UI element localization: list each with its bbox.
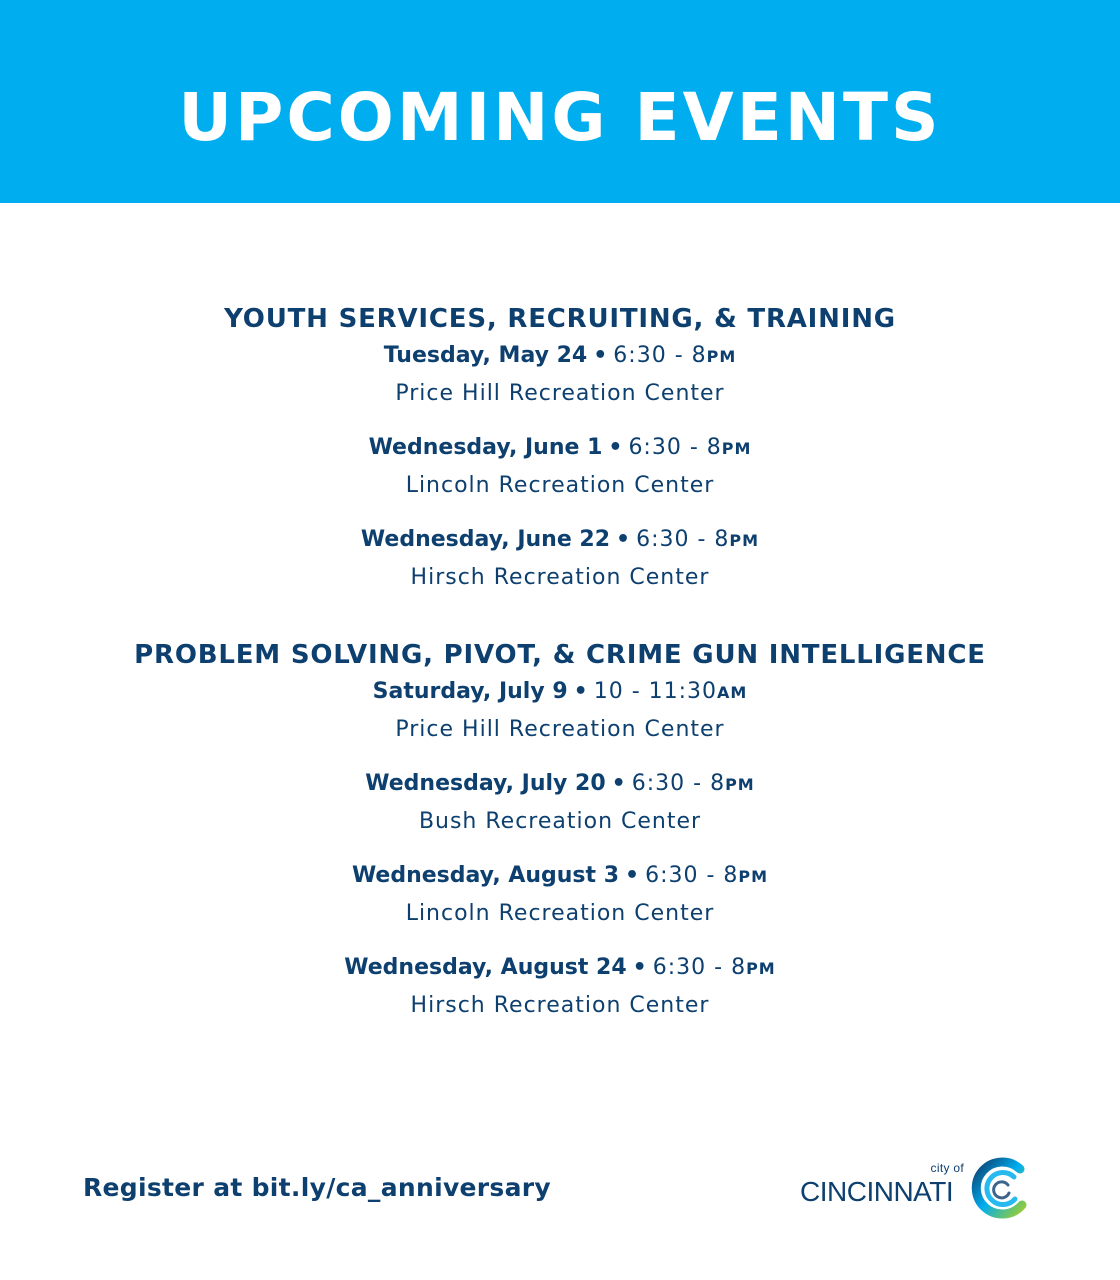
event-place: Lincoln Recreation Center — [405, 901, 715, 926]
event-when — [0, 674, 1120, 711]
event-date: Tuesday, May 24 — [383, 343, 588, 368]
register-text: Register at bit.ly/ca_anniversary — [83, 1173, 552, 1202]
section-heading: YOUTH SERVICES, RECRUITING, & TRAINING — [224, 304, 896, 334]
event-when — [0, 766, 1120, 803]
event-place: Price Hill Recreation Center — [395, 381, 725, 406]
event-place: Bush Recreation Center — [418, 809, 702, 834]
event-ampm: PM — [738, 867, 769, 886]
logo-city-of-text: city of — [930, 1161, 964, 1175]
bullet-separator: • — [616, 527, 631, 552]
event-ampm: AM — [717, 683, 748, 702]
event-item — [0, 522, 1120, 597]
event-item — [0, 338, 1120, 413]
bullet-separator: • — [573, 679, 588, 704]
event-when — [0, 522, 1120, 559]
event-time: 6:30 - 8 — [628, 435, 722, 460]
section-youth-services — [0, 300, 1120, 597]
event-when — [0, 430, 1120, 467]
city-of-cincinnati-logo — [800, 1155, 1040, 1225]
event-place: Hirsch Recreation Center — [410, 993, 710, 1018]
cincinnati-c-logo-icon — [968, 1155, 1034, 1221]
event-item — [0, 766, 1120, 841]
event-time: 10 - 11:30 — [593, 679, 718, 704]
section-heading: PROBLEM SOLVING, PIVOT, & CRIME GUN INTELLIGENCE — [134, 640, 986, 670]
header-banner — [0, 0, 1120, 203]
bullet-separator: • — [625, 863, 640, 888]
event-item — [0, 430, 1120, 505]
event-ampm: PM — [746, 959, 776, 978]
event-date: Wednesday, August 3 — [351, 863, 620, 888]
event-place: Hirsch Recreation Center — [410, 565, 710, 590]
event-time: 6:30 - 8 — [636, 527, 730, 552]
event-item — [0, 950, 1120, 1025]
event-time: 6:30 - 8 — [631, 771, 726, 796]
event-ampm: PM — [725, 775, 755, 794]
event-place: Lincoln Recreation Center — [405, 473, 715, 498]
bullet-separator: • — [593, 343, 608, 368]
bullet-separator: • — [632, 955, 647, 980]
event-date: Wednesday, July 20 — [365, 771, 606, 796]
event-date: Wednesday, August 24 — [344, 955, 627, 980]
event-ampm: PM — [729, 531, 760, 550]
event-ampm: PM — [706, 347, 737, 366]
logo-name-text: CINCINNATI — [800, 1176, 954, 1207]
event-date: Wednesday, June 22 — [360, 527, 611, 552]
section-problem-solving — [0, 636, 1120, 1025]
event-when — [0, 950, 1120, 987]
bullet-separator: • — [608, 435, 623, 460]
event-item — [0, 858, 1120, 933]
event-place: Price Hill Recreation Center — [395, 717, 725, 742]
event-time: 6:30 - 8 — [652, 955, 747, 980]
event-when — [0, 858, 1120, 895]
event-time: 6:30 - 8 — [645, 863, 739, 888]
bullet-separator: • — [611, 771, 626, 796]
page-title: UPCOMING EVENTS — [178, 79, 942, 156]
event-ampm: PM — [721, 439, 752, 458]
event-date: Wednesday, June 1 — [368, 435, 603, 460]
events-content — [0, 300, 1120, 1025]
event-date: Saturday, July 9 — [372, 679, 568, 704]
event-when — [0, 338, 1120, 375]
event-time: 6:30 - 8 — [613, 343, 707, 368]
event-item — [0, 674, 1120, 749]
